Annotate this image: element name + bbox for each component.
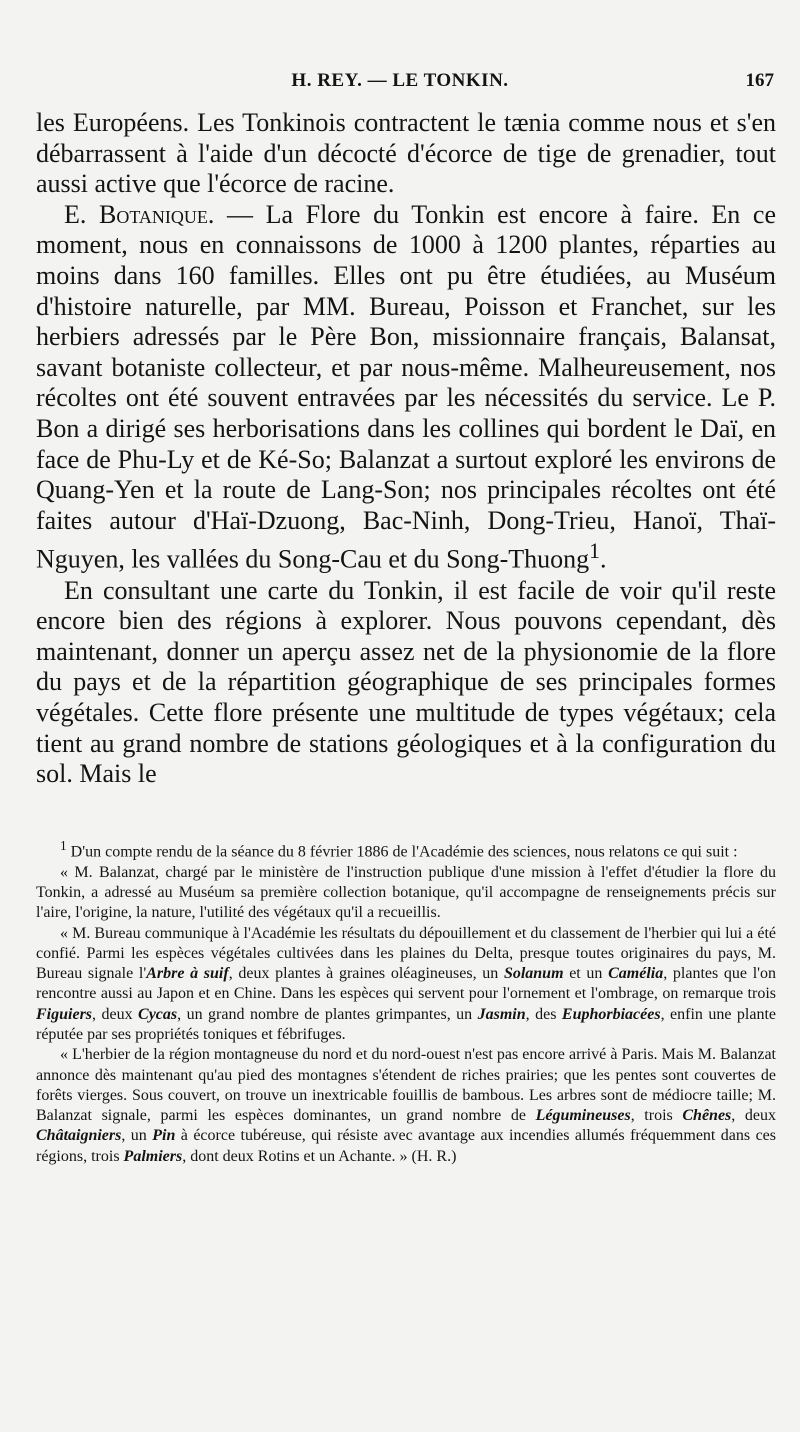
body-text [36, 108, 776, 790]
running-head: H. REY. — LE TONKIN. [291, 70, 509, 91]
footnote-mark: 1 [60, 838, 67, 853]
section-label: E. Botanique. [64, 199, 215, 229]
footnote-1: $^1$ D'un compte rendu de la séance du 8 février 1886 de l'Académie des sciences, nous relatons ce qui suit : [60, 838, 738, 861]
paragraph-1: les Européens. Les Tonkinois contractent le tænia comme nous et s'en débarrassent à l'aide d'un décocté d'écorce de tige de grenadier, tout aussi active que l'écorce de racine. [36, 108, 776, 199]
footnote-quote-1: « M. Balanzat, chargé par le ministère de l'instruction publique d'une mission à l'effet d'étudier la flore du Tonkin, a adressé au Muséum sa première collection botanique, qu'il accompagne de renseignements précis sur l'aire, l'origine, la nature, l'utilité des végétaux qu'il a recueillis. [36, 863, 776, 922]
page-number: 167 [745, 70, 774, 91]
footnotes [36, 836, 776, 1167]
footnote-quote-2: « M. Bureau communique à l'Académie les résultats du dépouillement et du classement de l'herbier qui lui a été confié. Parmi les espèces végétales cultivées dans les plaines du Delta, presque toutes originaires du pays, M. Bureau signale l'Arbre à suif, deux plantes à graines oléagineuses, un Solanum et un Camélia, plantes que l'on rencontre aussi au Japon et en Chine. Dans les espèces qui servent pour l'ornement et l'ombrage, on remarque trois Figuiers, deux Cycas, un grand nombre de plantes grimpantes, un Jasmin, des Euphorbiacées, enfin une plante réputée par ses propriétés toniques et fébrifuges. [36, 924, 777, 1043]
paragraph-3: En consultant une carte du Tonkin, il est facile de voir qu'il reste encore bien des régions à explorer. Nous pouvons cependant, dès maintenant, donner un aperçu assez net de la physionomie de la flore du pays et de la répartition géographique de ses principales formes végétales. Cette flore présente une multitude de types végétaux; cela tient au grand nombre de stations géologiques et à la configuration du sol. Mais le [36, 575, 776, 789]
footnote-ref: 1 [589, 539, 600, 564]
paragraph-botanique: E. Botanique. — La Flore du Tonkin est encore à faire. En ce moment, nous en connaissons de 1000 à 1200 plantes, réparties au moins dans 160 familles. Elles ont pu être étudiées, au Muséum d'histoire naturelle, par MM. Bureau, Poisson et Franchet, sur les herbiers adressés par le Père Bon, missionnaire français, Balansat, savant botaniste collecteur, et par nous-même. Malheureusement, nos récoltes ont été souvent entravées par les nécessités du service. Le P. Bon a dirigé ses herborisations dans les collines qui bordent le Daï, en face de Phu-Ly et de Ké-So; Balanzat a surtout exploré les environs de Quang-Yen et la route de Lang-Son; nos principales récoltes ont été faites autour d'Haï-Dzuong, Bac-Ninh, Dong-Trieu, Hanoï, Thaï-Nguyen, les vallées du Song-Cau et du Song-Thuong$^1$. [36, 199, 776, 574]
page-header [0, 70, 800, 100]
footnote-quote-3: « L'herbier de la région montagneuse du nord et du nord-ouest n'est pas encore arrivé à Paris. Mais M. Balanzat annonce dès maintenant qu'au pied des montagnes s'étendent de riches prairies; que les pentes sont couvertes de forêts vierges. Sous couvert, on trouve un inextricable fouillis de bambous. Les arbres sont de médiocre taille; M. Balanzat signale, parmi les espèces dominantes, un grand nombre de Légumineuses, trois Chênes, deux Châtaigniers, un Pin à écorce tubéreuse, qui résiste avec avantage aux incendies allumés fréquemment dans ces régions, trois Palmiers, dont deux Rotins et un Achante. » (H. R.) [36, 1046, 776, 1165]
